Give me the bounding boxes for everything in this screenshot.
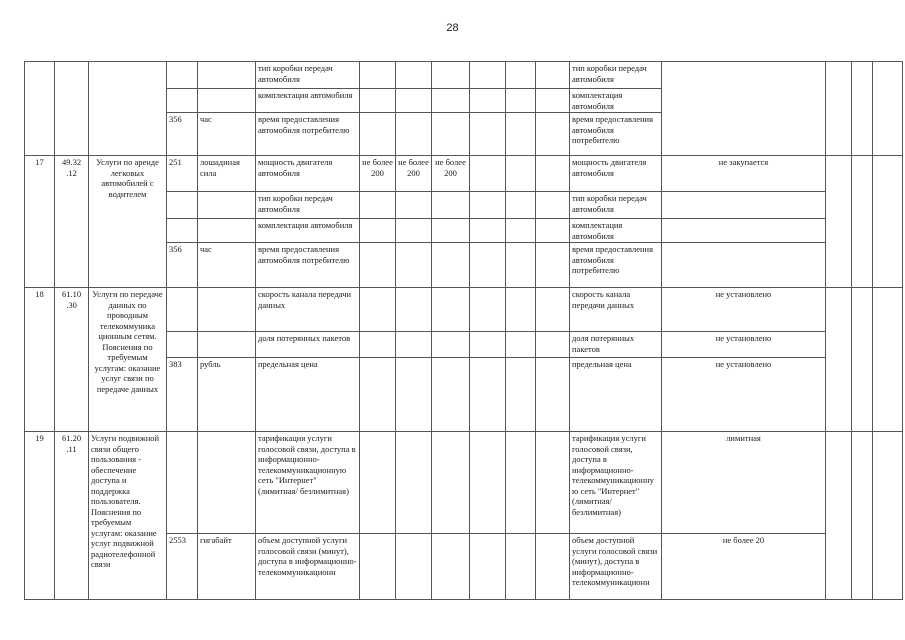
value-cell: не более 200	[432, 156, 470, 192]
char-packet-loss: доля потерянных пакетов	[256, 332, 360, 358]
unit-name: рубль	[198, 358, 256, 432]
char-provision-time-copy: время предоставления автомобиля потребителю	[570, 113, 662, 156]
procurement-table	[24, 61, 903, 600]
justification-cell: не установлено	[662, 332, 826, 358]
unit-name: час	[198, 113, 256, 156]
char-channel-speed-copy: скорость канала передачи данных	[570, 288, 662, 332]
unit-name: гигабайт	[198, 534, 256, 600]
unit-code: 356	[167, 243, 198, 288]
char-gearbox: тип коробки передач автомобиля	[256, 192, 360, 219]
char-volume: объем доступной услуги голосовой связи (минут), доступа в информационно-телекоммуникационн	[256, 534, 360, 600]
char-engine-power-copy: мощность двигателя автомобиля	[570, 156, 662, 192]
char-provision-time: время предоставления автомобиля потребителю	[256, 243, 360, 288]
table-row	[25, 288, 903, 332]
table-row	[25, 156, 903, 192]
service-name: Услуги подвижной связи общего пользования - обеспечение доступа и поддержка пользователя. Пояснения по требуемым услугам: оказание услуг подвижной радиотелефонной связи	[89, 432, 167, 600]
unit-code: 356	[167, 113, 198, 156]
justification-cell: не закупается	[662, 156, 826, 192]
char-max-price: предельная цена	[256, 358, 360, 432]
char-engine-power: мощность двигателя автомобиля	[256, 156, 360, 192]
row-number: 17	[25, 156, 55, 288]
char-equipment-copy: комплектация автомобиля	[570, 89, 662, 113]
char-gearbox: тип коробки передач автомобиля	[256, 62, 360, 89]
justification-cell: лимитная	[662, 432, 826, 534]
unit-code: 251	[167, 156, 198, 192]
service-name: Услуги по аренде легковых автомобилей с водителем	[89, 156, 167, 288]
char-tariff-copy: тарификация услуги голосовой связи, доступа в информационно-телекоммуникационную сеть "Интернет" (лимитная/ безлимитная)	[570, 432, 662, 534]
char-max-price-copy: предельная цена	[570, 358, 662, 432]
okpd-code: 49.32 .12	[55, 156, 89, 288]
char-gearbox-copy: тип коробки передач автомобиля	[570, 192, 662, 219]
value-cell: не более 200	[360, 156, 396, 192]
okpd-code: 61.20 .11	[55, 432, 89, 600]
value-cell: не более 200	[396, 156, 432, 192]
row-number: 18	[25, 288, 55, 432]
table-row	[25, 432, 903, 534]
char-provision-time-copy: время предоставления автомобиля потребителю	[570, 243, 662, 288]
page-number: 28	[446, 22, 459, 34]
char-equipment: комплектация автомобиля	[256, 89, 360, 113]
char-channel-speed: скорость канала передачи данных	[256, 288, 360, 332]
table-row	[25, 62, 903, 89]
char-tariff: тарификация услуги голосовой связи, доступа в информационно-телекоммуникационную сеть "Интернет" (лимитная/ безлимитная)	[256, 432, 360, 534]
char-volume-copy: объем доступной услуги голосовой связи (минут), доступа в информационно-телекоммуникационн	[570, 534, 662, 600]
char-gearbox-copy: тип коробки передач автомобиля	[570, 62, 662, 89]
row-number: 19	[25, 432, 55, 600]
unit-name: час	[198, 243, 256, 288]
justification-cell: не установлено	[662, 358, 826, 432]
okpd-code: 61.10 .30	[55, 288, 89, 432]
justification-cell: не установлено	[662, 288, 826, 332]
justification-cell: не более 20	[662, 534, 826, 600]
unit-code: 383	[167, 358, 198, 432]
char-equipment: комплектация автомобиля	[256, 219, 360, 243]
char-packet-loss-copy: доля потерянных пакетов	[570, 332, 662, 358]
unit-name: лошадиная сила	[198, 156, 256, 192]
char-equipment-copy: комплектация автомобиля	[570, 219, 662, 243]
service-name: Услуги по передаче данных по проводным телекоммуника ционным сетям. Пояснения по требуемым услугам: оказание услуг связи по передаче данных	[89, 288, 167, 432]
char-provision-time: время предоставления автомобиля потребителю	[256, 113, 360, 156]
unit-code: 2553	[167, 534, 198, 600]
